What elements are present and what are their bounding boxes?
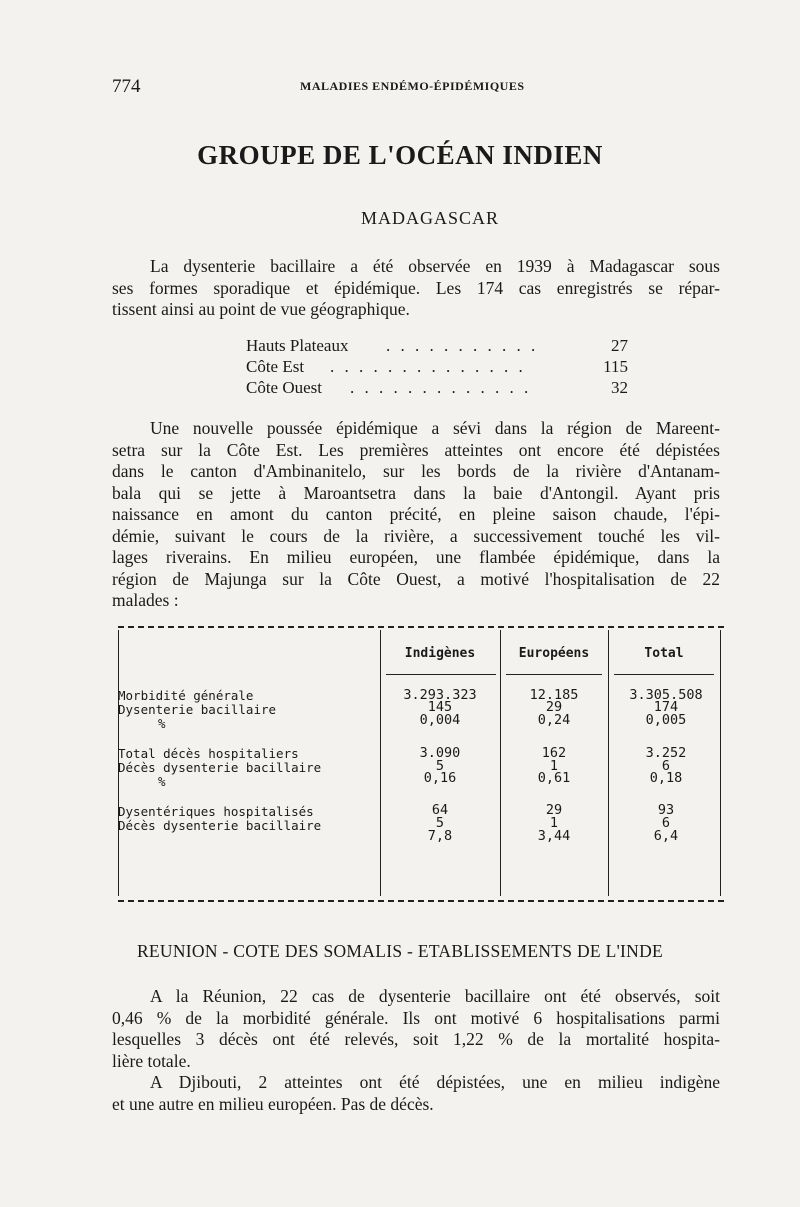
column-header-indigenes: Indigènes — [404, 646, 476, 661]
text-line: A Djibouti, 2 atteintes ont été dépistées, une en milieu indigène — [150, 1072, 720, 1092]
text-line: ses formes sporadique et épidémique. Les 174 cas enregistrés se répar- — [112, 277, 720, 298]
region-value: 32 — [611, 378, 628, 397]
header-underline — [386, 674, 496, 675]
header-underline — [506, 674, 602, 675]
region-name: Côte Est — [246, 357, 305, 376]
table-cell: 3.305.508 — [629, 687, 703, 703]
table-cell: 162 — [541, 745, 567, 761]
text-line: malades : — [112, 590, 179, 610]
table-cell: 3.293.323 — [403, 687, 477, 703]
row-label: Dysentériques hospitalisés — [118, 804, 314, 819]
text-line: A la Réunion, 22 cas de dysenterie bacillaire ont été observés, soit — [150, 986, 720, 1006]
table-cell: 5 — [435, 758, 445, 774]
region-row — [246, 378, 628, 399]
page-number: 774 — [112, 76, 141, 97]
table-cell: 1 — [549, 758, 559, 774]
table-cell: 6 — [661, 815, 671, 831]
row-label: Morbidité générale — [118, 688, 254, 703]
table-cell: 3.090 — [419, 745, 461, 761]
table-cell: 3.252 — [645, 745, 687, 761]
text-line: lages riverains. En milieu européen, une flambée épidémique, dans la — [112, 547, 720, 567]
text-line: La dysenterie bacillaire a été observée en 1939 à Madagascar sous — [150, 256, 720, 276]
table-cell: 29 — [545, 802, 563, 818]
table-cell: 12.185 — [529, 687, 579, 703]
leader-dots: . . . . . . . . . . . — [386, 336, 539, 355]
column-header-total: Total — [644, 646, 684, 661]
text-line: Une nouvelle poussée épidémique a sévi dans la région de Mareent- — [150, 418, 720, 438]
section-title: GROUPE DE L'OCÉAN INDIEN — [197, 140, 603, 170]
row-label: Décès dysenterie bacillaire — [118, 760, 322, 775]
reunion-paragraph — [112, 986, 720, 1072]
region-value: 27 — [611, 336, 628, 355]
table-rule — [500, 630, 501, 896]
text-line: bala qui se jette à Maroantsetra dans la baie d'Antongil. Ayant pris — [112, 482, 720, 503]
text-line: naissance en amont du canton précité, en pleine saison chaude, l'épi- — [112, 504, 720, 524]
table-cell: 0,61 — [537, 770, 571, 786]
table-cell: 29 — [545, 699, 563, 715]
table-cell: 145 — [427, 699, 453, 715]
table-cell: 0,004 — [419, 712, 461, 728]
table-rule — [720, 630, 721, 896]
table-rule — [608, 630, 609, 896]
text-line: et une autre en milieu européen. Pas de décès. — [112, 1093, 434, 1114]
row-label: % — [158, 774, 166, 789]
table-cell: 64 — [431, 802, 449, 818]
subsection-title: MADAGASCAR — [360, 208, 500, 228]
statistics-table — [118, 626, 724, 898]
epidemic-paragraph — [112, 418, 720, 612]
djibouti-paragraph — [112, 1072, 720, 1115]
table-cell: 93 — [657, 802, 675, 818]
table-cell: 3,44 — [537, 828, 571, 844]
table-cell: 0,005 — [645, 712, 687, 728]
row-label: % — [158, 716, 166, 731]
table-cell: 174 — [653, 699, 679, 715]
region-row — [246, 357, 628, 378]
running-title: MALADIES ENDÉMO-ÉPIDÉMIQUES — [300, 79, 525, 93]
table-cell: 7,8 — [427, 828, 453, 844]
leader-dots: . . . . . . . . . . . . . — [350, 378, 532, 397]
text-line: région de Majunga sur la Côte Ouest, a motivé l'hospitalisation de 22 — [112, 568, 720, 589]
text-line: 0,46 % de la morbidité générale. Ils ont motivé 6 hospitalisations parmi — [112, 1007, 720, 1028]
table-cell: 0,16 — [423, 770, 457, 786]
table-cell: 1 — [549, 815, 559, 831]
reunion-title: REUNION - COTE DES SOMALIS - ETABLISSEMENTS DE L'INDE — [136, 941, 664, 961]
table-cell: 6,4 — [653, 828, 679, 844]
row-label: Dysenterie bacillaire — [118, 702, 277, 717]
table-cell: 5 — [435, 815, 445, 831]
row-label: Total décès hospitaliers — [118, 746, 299, 761]
table-rule — [380, 630, 381, 896]
intro-paragraph — [112, 256, 720, 321]
header-underline — [614, 674, 714, 675]
column-header-europeens: Européens — [518, 646, 590, 661]
table-cell: 0,24 — [537, 712, 571, 728]
table-cell: 6 — [661, 758, 671, 774]
text-line: démie, suivant le cours de la rivière, a successivement touché les vil- — [112, 525, 720, 546]
text-line: dans le canton d'Ambinanitelo, sur les bords de la rivière d'Antanam- — [112, 461, 720, 481]
table-cell: 0,18 — [649, 770, 683, 786]
region-value: 115 — [603, 357, 628, 376]
region-name: Hauts Plateaux — [246, 336, 349, 355]
region-name: Côte Ouest — [246, 378, 323, 397]
text-line: lière totale. — [112, 1050, 191, 1071]
text-line: lesquelles 3 décès ont été relevés, soit 1,22 % de la mortalité hospita- — [112, 1029, 720, 1049]
row-label: Décès dysenterie bacillaire — [118, 818, 322, 833]
text-line: setra sur la Côte Est. Les premières atteintes ont encore été dépistées — [112, 439, 720, 460]
region-row — [246, 336, 628, 357]
leader-dots: . . . . . . . . . . . . . . — [330, 357, 526, 376]
text-line: tissent ainsi au point de vue géographique. — [112, 299, 410, 319]
